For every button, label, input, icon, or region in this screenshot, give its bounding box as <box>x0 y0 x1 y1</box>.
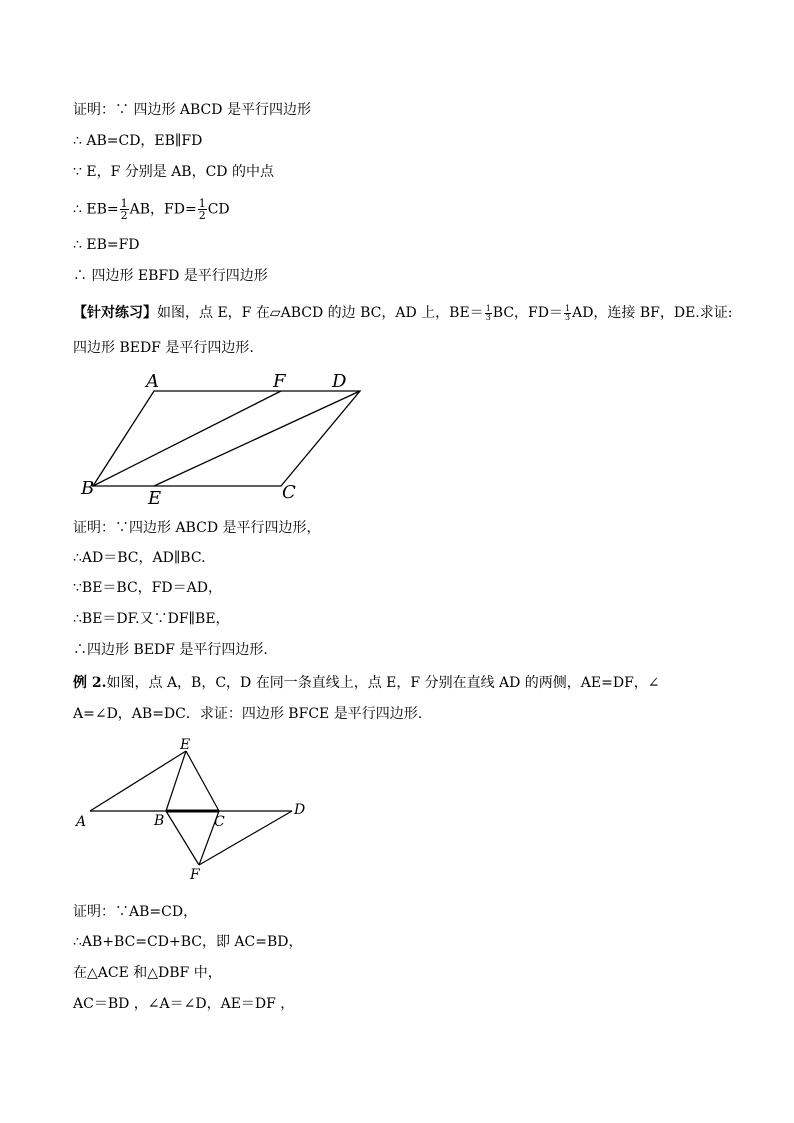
segment-ae <box>90 751 186 811</box>
proof1-line3: ∵ E，F 分别是 AB，CD 的中点 <box>73 164 274 180</box>
proof2-line4: ∴BE＝DF.又∵DF∥BE， <box>73 611 230 627</box>
label-b: B <box>154 813 165 829</box>
label-d: D <box>294 802 306 818</box>
proof1-line6: ∴ 四边形 EBFD 是平行四边形 <box>73 268 268 284</box>
proof1-line5: ∴ EB=FD <box>73 237 140 253</box>
practice-line2: 四边形 BEDF 是平行四边形. <box>73 340 254 356</box>
proof2-line2: ∴AD＝BC，AD∥BC. <box>73 550 206 566</box>
proof3-line2: ∴AB+BC=CD+BC，即 AC=BD， <box>73 934 303 950</box>
proof1-line4-a: ∴ EB= <box>73 201 119 218</box>
proof1-line1: 证明：∵ 四边形 ABCD 是平行四边形 <box>73 102 311 118</box>
example2-heading: 例 2. <box>73 675 107 691</box>
parallelogram-symbol: ▱ <box>269 305 281 321</box>
label-e: E <box>148 488 162 509</box>
proof2-line1: 证明：∵四边形 ABCD 是平行四边形， <box>73 520 321 536</box>
label-b: B <box>81 478 95 499</box>
segment-eb <box>166 751 186 811</box>
label-e: E <box>180 737 191 753</box>
fraction-one-half-2: $\frac{1}{2}$ <box>198 197 206 222</box>
label-f: F <box>190 867 200 883</box>
proof3-line3: 在△ACE 和△DBF 中， <box>73 965 222 981</box>
segment-bf <box>93 391 281 486</box>
proof1-line2: ∴ AB=CD，EB∥FD <box>73 133 203 149</box>
segment-bf <box>166 811 199 865</box>
fraction-one-third: $\frac{1}{3}$ <box>485 303 491 322</box>
proof1-line4-b: AB，FD= <box>129 201 197 218</box>
label-c: C <box>282 482 296 503</box>
label-f: F <box>273 371 286 392</box>
label-c: C <box>214 814 225 830</box>
segment-ed <box>154 391 360 486</box>
practice-heading: 【针对练习】 <box>73 305 157 321</box>
example2-line2: A=∠D，AB=DC．求证：四边形 BFCE 是平行四边形. <box>73 706 423 722</box>
practice-line1: 【针对练习】如图，点 E，F 在▱ABCD 的边 BC，AD 上，BE＝ $\frac{1}{3}$ BC，FD＝ $\frac{1}{3}$ AD，连接 BF，DE.求证: <box>73 303 733 322</box>
label-a: A <box>76 814 87 830</box>
label-a: A <box>146 371 159 392</box>
proof2-line3: ∵BE＝BC，FD＝AD， <box>73 580 222 596</box>
proof2-line5: ∴四边形 BEDF 是平行四边形. <box>73 642 268 658</box>
proof3-line1: 证明：∵AB=CD， <box>73 904 198 920</box>
proof3-line4: AC＝BD ，∠A＝∠D，AE＝DF ， <box>73 996 295 1012</box>
segment-ec <box>186 751 219 811</box>
label-d: D <box>332 371 347 392</box>
proof1-line4 <box>73 198 230 221</box>
example2-line1: 例 2.如图，点 A，B，C，D 在同一条直线上，点 E，F 分别在直线 AD 的两侧，AE=DF，∠ <box>73 675 660 691</box>
quadrilateral-figure <box>70 735 320 883</box>
fraction-one-third-2: $\frac{1}{3}$ <box>564 303 571 322</box>
segment-fd <box>199 811 292 865</box>
proof1-line4-c: CD <box>207 201 230 218</box>
parallelogram-figure <box>70 368 370 510</box>
fraction-one-half: $\frac{1}{2}$ <box>120 197 128 222</box>
parallelogram-abcd <box>93 391 360 486</box>
